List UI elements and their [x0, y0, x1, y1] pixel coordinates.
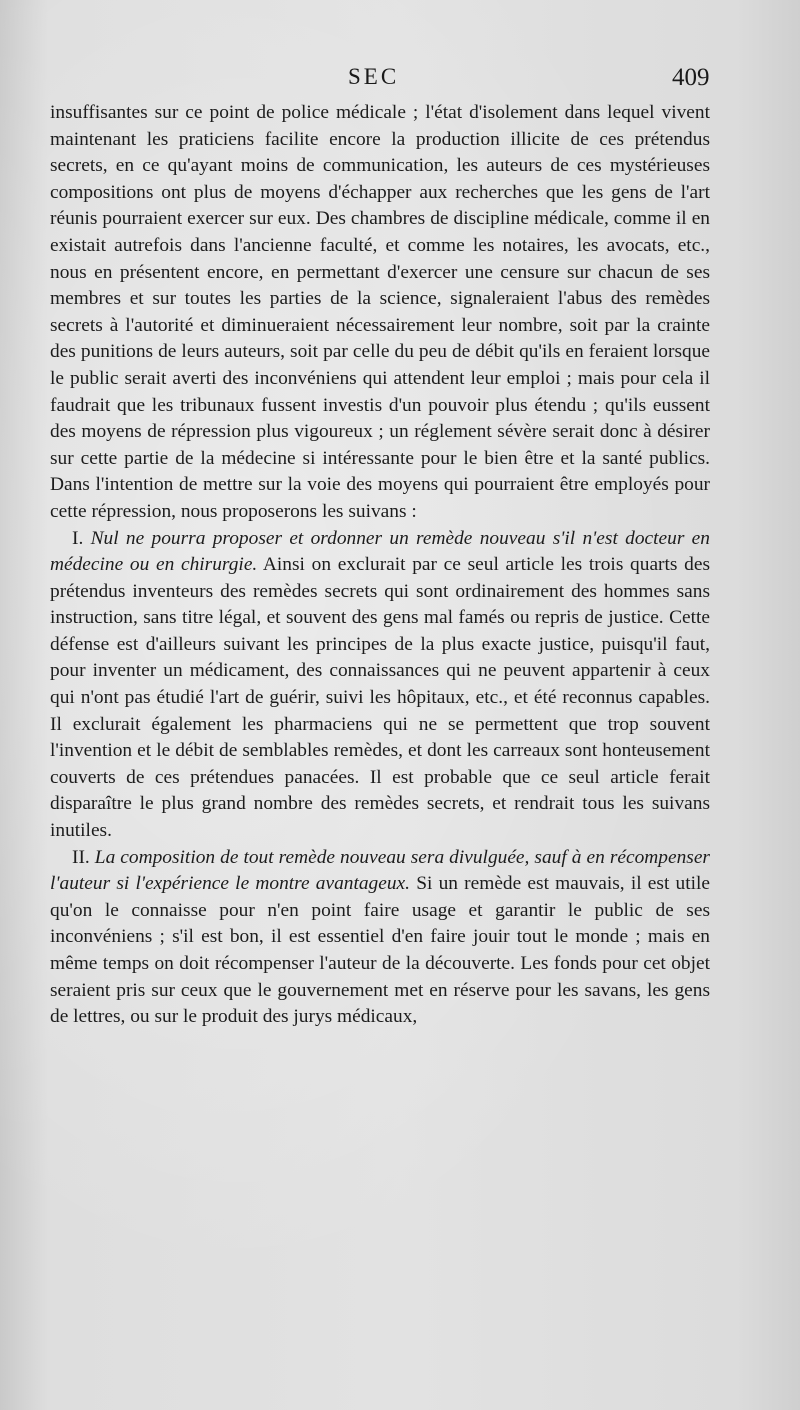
article-statement: Nul ne pourra proposer et ordonner un remède nouveau s'il n'est docteur en médecine ou en chirurgie. — [50, 527, 710, 576]
body-text — [50, 100, 710, 1031]
paragraph-article-1 — [50, 526, 710, 845]
page-number: 409 — [672, 64, 710, 91]
paragraph-text: Si un remède est mauvais, il est utile qu'on le connaisse pour n'en point faire usage et garantir le public de ses inconvéniens ; s'il est bon, il est essentiel d'en faire jouir tout le monde ; mais en même temps on doit récompenser l'auteur de la découverte. Les fonds pour cet objet seraient pris sur ceux que le gouvernement met en réserve pour les savans, les gens de lettres, ou sur le produit des jurys médicaux, — [50, 873, 710, 1028]
running-head: SEC — [348, 64, 400, 89]
article-number: II. — [72, 846, 95, 868]
article-statement: La composition de tout remède nouveau sera divulguée, sauf à en récompenser l'auteur si l'expérience le montre avantageux. — [50, 846, 710, 895]
paragraph-article-2 — [50, 845, 710, 1031]
article-number: I. — [72, 527, 91, 549]
paragraph-intro — [50, 100, 710, 526]
paragraph-text: Ainsi on exclurait par ce seul article les trois quarts des prétendus inventeurs des remèdes secrets qui sont ordinairement des hommes sans instruction, sans titre légal, et souvent des gens mal famés ou repris de justice. Cette défense est d'ailleurs suivant les principes de la plus exacte justice, puisqu'il faut, pour inventer un médicament, des connaissances qui ne peuvent appartenir à ceux qui n'ont pas étudié l'art de guérir, suivi les hôpitaux, etc., et été reconnus capables. Il exclurait également les pharmaciens qui ne se permettent que trop souvent l'invention et le débit de semblables remèdes, et dont les carreaux sont honteusement couverts de ces prétendues panacées. Il est probable que ce seul article ferait disparaître le plus grand nombre des remèdes secrets, et rendrait tous les suivans inutiles. — [50, 554, 710, 842]
paragraph-text: insuffisantes sur ce point de police médicale ; l'état d'isolement dans lequel vivent maintenant les praticiens facilite encore la production illicite de ces prétendus secrets, en ce qu'ayant moins de communication, les auteurs de ces mystérieuses compositions ont plus de moyens d'échapper aux recherches que les gens de l'art réunis pourraient exercer sur eux. Des chambres de discipline médicale, comme il en existait autrefois dans l'ancienne faculté, et comme les notaires, les avocats, etc., nous en présentent encore, en permettant d'exercer une censure sur chacun de ses membres et sur toutes les parties de la science, signaleraient l'abus des remèdes secrets à l'autorité et diminueraient nécessairement leur nombre, soit par la crainte des punitions de leurs auteurs, soit par celle du peu de débit qu'ils en feraient lorsque le public serait averti des inconvéniens qui attendent leur emploi ; mais pour cela il faudrait que les tribunaux fussent investis d'un pouvoir plus étendu ; qu'ils eussent des moyens de répression plus vigoureux ; un réglement sévère serait donc à désirer sur cette partie de la médecine si intéressante pour le bien être et la santé publics. Dans l'intention de mettre sur la voie des moyens qui pourraient être employés pour cette répression, nous proposerons les suivans : — [50, 102, 710, 522]
page-header — [0, 64, 800, 100]
